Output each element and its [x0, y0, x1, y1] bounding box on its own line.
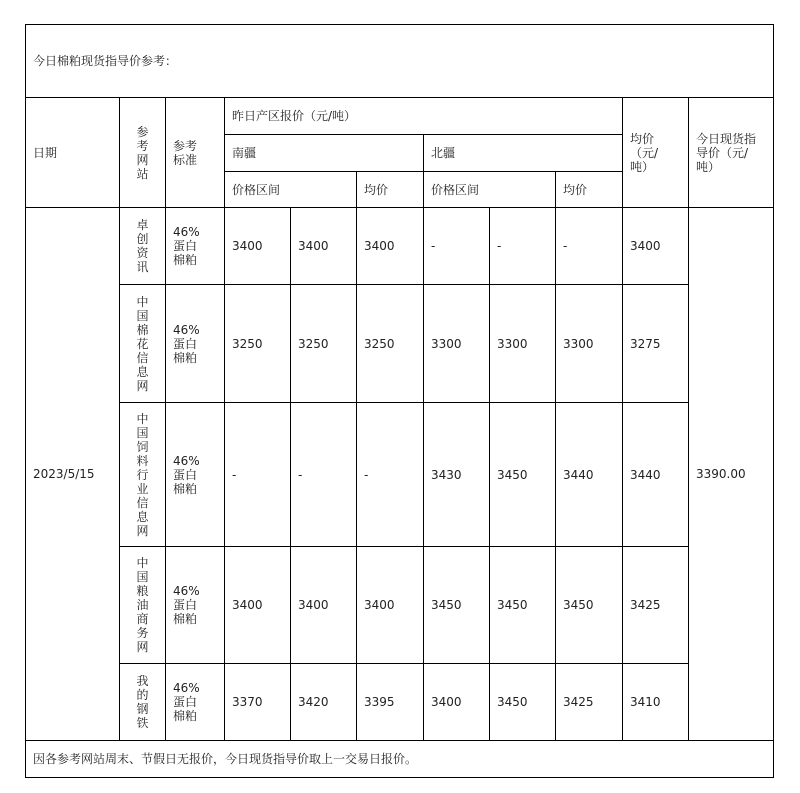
standard-cell: 46%蛋白棉粕	[166, 403, 225, 547]
south-low-cell: -	[225, 403, 291, 547]
header-north-avg: 均价	[556, 172, 623, 208]
south-low-cell: 3370	[225, 664, 291, 741]
north-avg-cell: 3425	[556, 664, 623, 741]
south-high-cell: -	[291, 403, 357, 547]
date-cell: 2023/5/15	[26, 208, 120, 741]
site-cell: 卓创资讯	[120, 208, 166, 285]
header-south: 南疆	[225, 135, 424, 172]
north-avg-cell: 3300	[556, 285, 623, 403]
table-title-note: 今日棉粕现货指导价参考：	[26, 25, 774, 98]
standard-cell: 46%蛋白棉粕	[166, 547, 225, 664]
north-avg-cell: 3450	[556, 547, 623, 664]
header-north: 北疆	[424, 135, 623, 172]
north-avg-cell: -	[556, 208, 623, 285]
south-avg-cell: 3250	[357, 285, 424, 403]
north-high-cell: 3450	[490, 664, 556, 741]
table-footer-note: 因各参考网站周末、节假日无报价，今日现货指导价取上一交易日报价。	[26, 741, 774, 778]
south-high-cell: 3420	[291, 664, 357, 741]
avg-cell: 3400	[623, 208, 689, 285]
standard-cell: 46%蛋白棉粕	[166, 664, 225, 741]
header-north-range: 价格区间	[424, 172, 556, 208]
south-avg-cell: 3395	[357, 664, 424, 741]
table-row	[26, 547, 774, 664]
table-row	[26, 664, 774, 741]
south-low-cell: 3400	[225, 208, 291, 285]
header-date: 日期	[26, 98, 120, 208]
price-table	[25, 24, 774, 778]
header-standard: 参考标准	[166, 98, 225, 208]
avg-cell: 3425	[623, 547, 689, 664]
south-avg-cell: 3400	[357, 208, 424, 285]
table-row	[26, 208, 774, 285]
avg-cell: 3440	[623, 403, 689, 547]
north-avg-cell: 3440	[556, 403, 623, 547]
south-high-cell: 3250	[291, 285, 357, 403]
south-high-cell: 3400	[291, 547, 357, 664]
header-south-avg: 均价	[357, 172, 424, 208]
site-cell: 中国饲料行业信息网	[120, 403, 166, 547]
header-yesterday: 昨日产区报价（元/吨）	[225, 98, 623, 135]
site-cell: 中国棉花信息网	[120, 285, 166, 403]
guide-price-cell: 3390.00	[689, 208, 774, 741]
table-row	[26, 403, 774, 547]
north-low-cell: 3450	[424, 547, 490, 664]
north-high-cell: -	[490, 208, 556, 285]
avg-cell: 3410	[623, 664, 689, 741]
north-high-cell: 3450	[490, 547, 556, 664]
south-avg-cell: 3400	[357, 547, 424, 664]
avg-cell: 3275	[623, 285, 689, 403]
table-row	[26, 285, 774, 403]
north-low-cell: -	[424, 208, 490, 285]
south-avg-cell: -	[357, 403, 424, 547]
south-low-cell: 3250	[225, 285, 291, 403]
site-cell: 中国粮油商务网	[120, 547, 166, 664]
north-low-cell: 3300	[424, 285, 490, 403]
standard-cell: 46%蛋白棉粕	[166, 285, 225, 403]
site-cell: 我的钢铁	[120, 664, 166, 741]
north-low-cell: 3430	[424, 403, 490, 547]
south-high-cell: 3400	[291, 208, 357, 285]
header-south-range: 价格区间	[225, 172, 357, 208]
standard-cell: 46%蛋白棉粕	[166, 208, 225, 285]
header-avg-price: 均价（元/吨）	[623, 98, 689, 208]
north-low-cell: 3400	[424, 664, 490, 741]
north-high-cell: 3450	[490, 403, 556, 547]
header-site: 参考网站	[120, 98, 166, 208]
south-low-cell: 3400	[225, 547, 291, 664]
north-high-cell: 3300	[490, 285, 556, 403]
header-guide-price: 今日现货指导价（元/吨）	[689, 98, 774, 208]
